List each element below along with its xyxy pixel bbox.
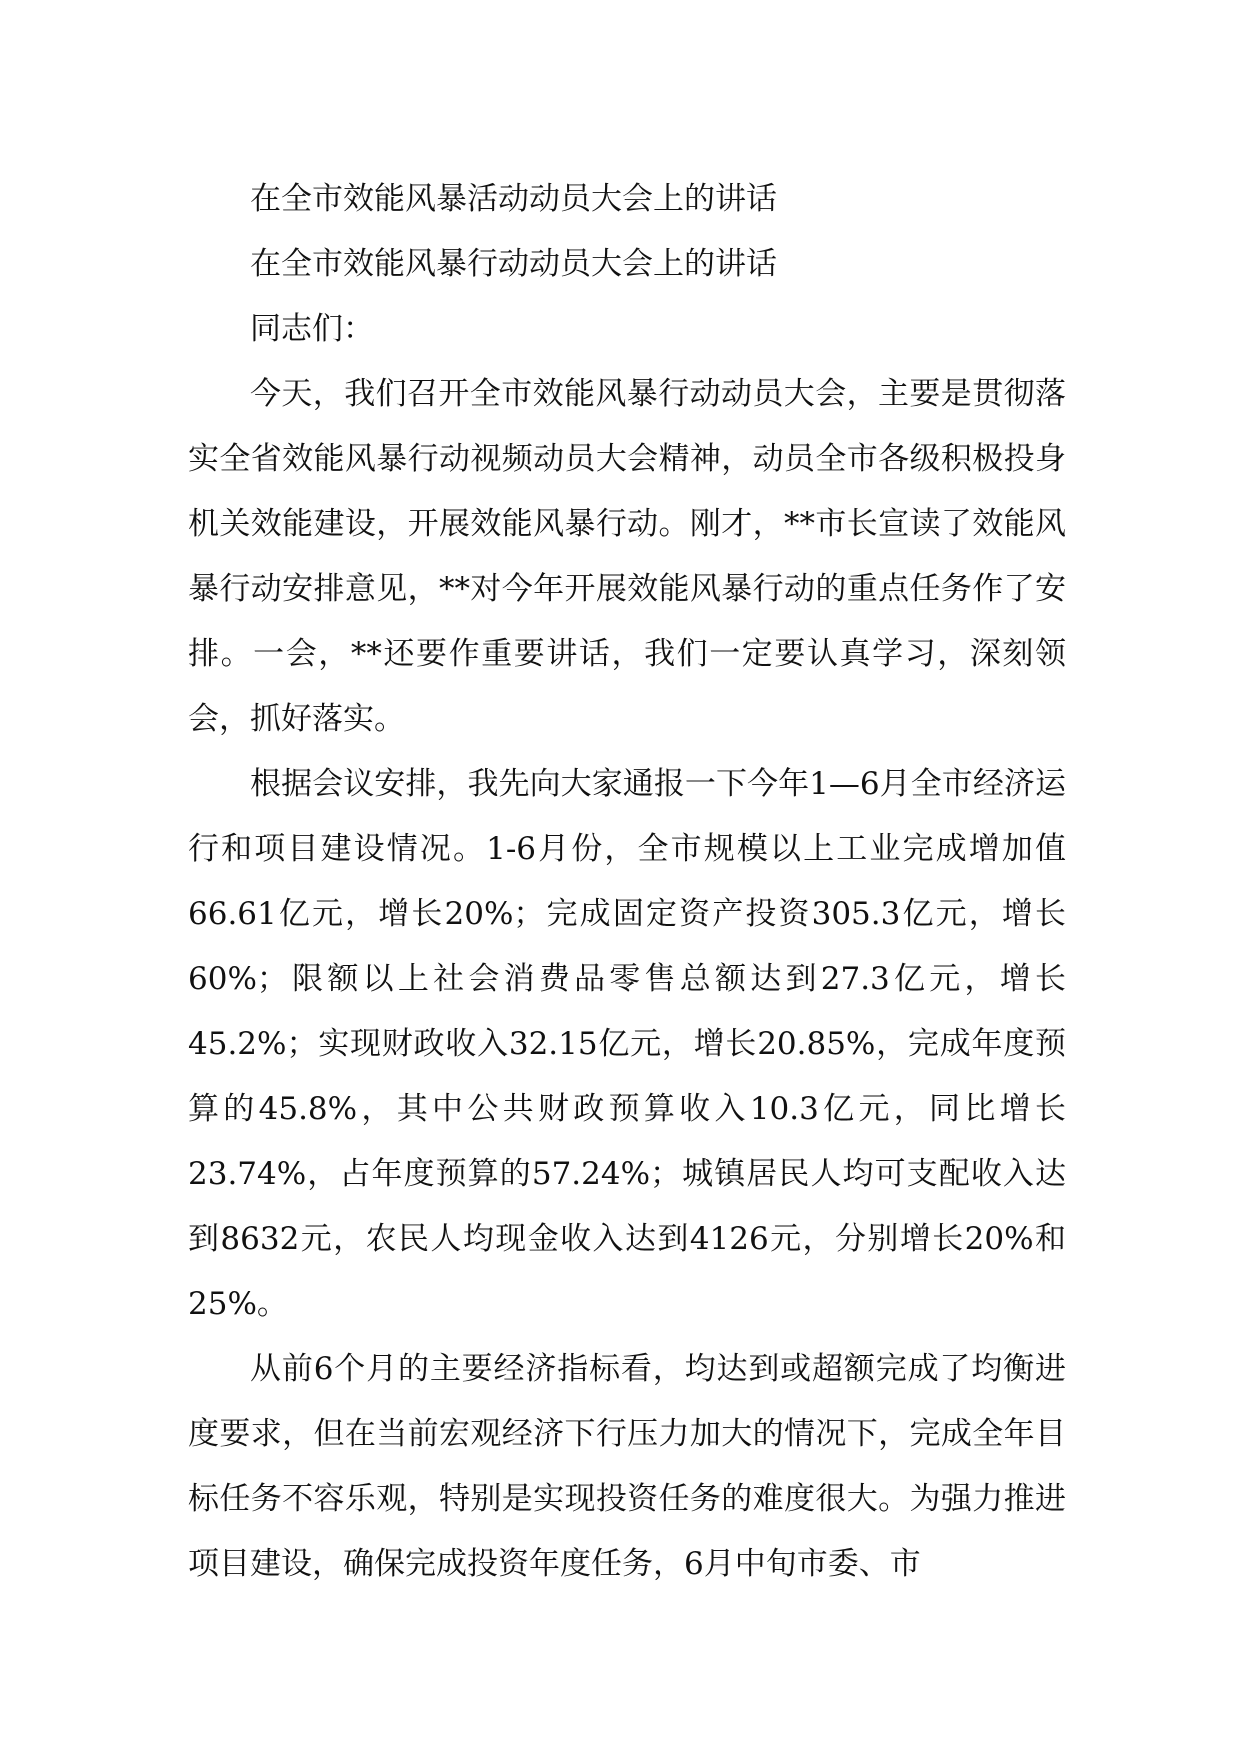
document-heading-1: 在全市效能风暴活动动员大会上的讲话 xyxy=(250,181,777,217)
document-heading-2: 在全市效能风暴行动动员大会上的讲话 xyxy=(250,246,777,282)
paragraph-analysis: 从前6个月的主要经济指标看，均达到或超额完成了均衡进度要求，但在当前宏观经济下行压力加大的情况下，完成全年目标任务不容乐观，特别是实现投资任务的难度很大。为强力推进项目建设，确保完成投资年度任务，6月中旬市委、市 xyxy=(188,1351,1066,1582)
paragraph-opening: 今天，我们召开全市效能风暴行动动员大会，主要是贯彻落实全省效能风暴行动视频动员大会精神，动员全市各级积极投身机关效能建设，开展效能风暴行动。刚才，**市长宣读了效能风暴行动安排意见，**对今年开展效能风暴行动的重点任务作了安排。一会，**还要作重要讲话，我们一定要认真学习，深刻领会，抓好落实。 xyxy=(188,376,1066,737)
salutation: 同志们： xyxy=(250,311,374,347)
document-body xyxy=(188,167,1066,1597)
paragraph-economic-report: 根据会议安排，我先向大家通报一下今年1—6月全市经济运行和项目建设情况。1-6月份，全市规模以上工业完成增加值66.61亿元，增长20%；完成固定资产投资305.3亿元，增长60%；限额以上社会消费品零售总额达到27.3亿元，增长45.2%；实现财政收入32.15亿元，增长20.85%，完成年度预算的45.8%，其中公共财政预算收入10.3亿元，同比增长23.74%，占年度预算的57.24%；城镇居民人均可支配收入达到8632元，农民人均现金收入达到4126元，分别增长20%和25%。 xyxy=(188,766,1066,1322)
